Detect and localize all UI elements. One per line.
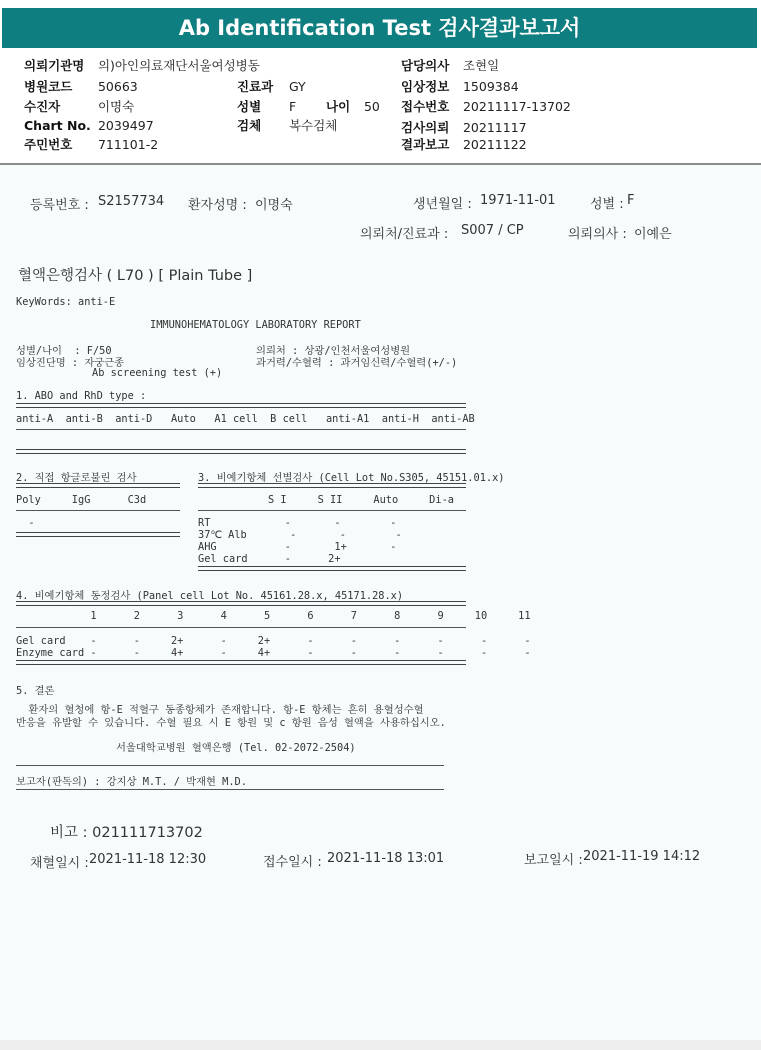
remark: 비고 : 021111713702 — [50, 825, 203, 841]
lab-report-title: IMMUNOHEMATOLOGY LABORATORY REPORT — [150, 319, 361, 331]
screen-row: AHG - 1+ - — [198, 541, 397, 553]
institution-row — [24, 56, 260, 74]
screen-row: Gel card - 2+ — [198, 553, 341, 565]
abo-top-rule — [16, 403, 466, 408]
sex-row — [237, 97, 296, 115]
abo-section-title: 1. ABO and RhD type : — [16, 390, 147, 402]
panel-top-rule — [16, 601, 466, 606]
institution-label: 의뢰기관명 — [24, 58, 85, 73]
received-value: 2021-11-18 13:01 — [327, 851, 445, 866]
name-label: 환자성명 : — [188, 198, 247, 213]
hospital-code-row — [24, 77, 138, 95]
sex-line-value: F — [627, 193, 635, 208]
conclusion-line: 환자의 혈청에 항-E 적혈구 동종항체가 존재합니다. 항-E 항체는 흔히 용혈성수혈 — [16, 704, 424, 716]
report-date-label: 결과보고 — [401, 137, 450, 152]
screen-bottom-rule — [198, 566, 466, 571]
reporter-top-rule — [16, 765, 444, 766]
dob-label: 생년월일 : — [413, 197, 472, 212]
req-doctor-value: 이예은 — [634, 227, 672, 242]
reg-value: S2157734 — [98, 194, 165, 209]
req-dept-value: S007 / CP — [461, 223, 524, 238]
screen-row: RT - - - — [198, 517, 397, 529]
dat-top-rule — [16, 483, 180, 488]
screen-row: 37℃ Alb - - - — [198, 529, 402, 541]
dat-bottom-rule — [16, 532, 180, 537]
age-row — [326, 97, 380, 115]
patient-value: 이명숙 — [97, 99, 135, 114]
name-value: 이명숙 — [255, 198, 293, 213]
received-label: 접수일시 : — [263, 855, 322, 870]
dept-value: GY — [288, 79, 306, 94]
request-label: 검사의뢰 — [401, 120, 450, 135]
dat-mid-rule — [16, 510, 180, 511]
panel-mid-rule — [16, 627, 466, 628]
screen-top-rule — [198, 483, 466, 488]
dat-header: Poly IgG C3d — [16, 494, 147, 506]
chart-label: Chart No. — [24, 118, 91, 133]
test-name: 혈액은행검사 ( L70 ) [ Plain Tube ] — [18, 268, 253, 284]
conclusion-line: 반응을 유발할 수 있습니다. 수혈 필요 시 E 항원 및 c 항원 음성 혈액을 사용하십시오. — [16, 717, 446, 729]
abo-bottom-rule — [16, 449, 466, 454]
receipt-row — [401, 97, 571, 115]
reporter-line: 보고자(판독의) : 강지상 M.T. / 박재현 M.D. — [16, 776, 247, 788]
chart-row — [24, 118, 154, 133]
receipt-value: 20211117-13702 — [462, 99, 571, 114]
panel-row: Enzyme card - - 4+ - 4+ - - - - - - — [16, 647, 531, 659]
abo-mid-rule — [16, 429, 466, 430]
report-title-banner: Ab Identification Test 검사결과보고서 — [2, 8, 757, 48]
sex-line-label: 성별 : — [590, 197, 624, 212]
institution-value: 의)아인의료재단서울여성병동 — [97, 58, 260, 73]
age-value: 50 — [363, 99, 380, 114]
req-doctor-label: 의뢰의사 : — [568, 227, 627, 242]
receipt-label: 접수번호 — [401, 99, 450, 114]
screen-mid-rule — [198, 510, 466, 511]
req-dept-label: 의뢰처/진료과 : — [360, 227, 449, 242]
conclusion-title: 5. 결론 — [16, 685, 55, 697]
doctor-value: 조현일 — [462, 58, 500, 73]
reporter-bottom-rule — [16, 789, 444, 790]
requester-line: 의뢰처 : 상광/인천서울여성병원 — [256, 345, 411, 357]
report-date-row — [401, 135, 527, 153]
collected-label: 채혈일시 : — [30, 856, 89, 871]
doctor-label: 담당의사 — [401, 58, 450, 73]
sex-value: F — [288, 99, 297, 114]
bottom-strip — [0, 1040, 761, 1050]
clinical-label: 임상정보 — [401, 79, 450, 94]
panel-section-title: 4. 비예기항체 동정검사 (Panel cell Lot No. 45161.28.x, 45171.28.x) — [16, 590, 404, 602]
doctor-row — [401, 56, 499, 74]
dat-value: - — [16, 517, 35, 529]
reg-label: 등록번호 : — [30, 198, 89, 213]
patient-row — [24, 97, 134, 115]
specimen-label: 검체 — [237, 118, 262, 133]
request-value: 20211117 — [462, 120, 527, 135]
patient-label: 수진자 — [24, 99, 61, 114]
report-date-value: 20211122 — [462, 137, 527, 152]
specimen-row — [237, 116, 337, 134]
specimen-value: 복수검체 — [288, 118, 338, 133]
history-line: 과거력/수혈력 : 과거임신력/수혈력(+/-) — [256, 357, 458, 369]
clinical-row — [401, 77, 519, 95]
dept-label: 진료과 — [237, 79, 274, 94]
collected-value: 2021-11-18 12:30 — [89, 852, 207, 867]
hospital-code-value: 50663 — [97, 79, 138, 94]
panel-header: 1 2 3 4 5 6 7 8 9 10 11 — [16, 610, 531, 622]
reported-value: 2021-11-19 14:12 — [583, 849, 701, 864]
screen-header: S I S II Auto Di-a — [268, 494, 454, 506]
sex-age-line: 성별/나이 : F/50 — [16, 345, 112, 357]
abo-header: anti-A anti-B anti-D Auto A1 cell B cell anti-A1 anti-H anti-AB — [16, 413, 475, 425]
reported-label: 보고일시 : — [524, 853, 583, 868]
id-row — [24, 135, 158, 153]
dat-section-title: 2. 직접 항글로불린 검사 — [16, 472, 137, 484]
keywords: KeyWords: anti-E — [16, 296, 116, 308]
age-label: 나이 — [326, 99, 351, 114]
chart-value: 2039497 — [97, 118, 154, 133]
id-value: 711101-2 — [97, 137, 159, 152]
dob-value: 1971-11-01 — [480, 193, 556, 208]
sex-label: 성별 — [237, 99, 262, 114]
clinical-value: 1509384 — [462, 79, 519, 94]
diagnosis-line: 임상진단명 : 자궁근종 — [16, 357, 125, 369]
panel-bottom-rule — [16, 660, 466, 665]
hospital-code-label: 병원코드 — [24, 79, 73, 94]
request-row — [401, 118, 527, 136]
blood-bank-line: 서울대학교병원 혈액은행 (Tel. 02-2072-2504) — [116, 742, 356, 754]
id-label: 주민번호 — [24, 137, 73, 152]
screen-line: Ab screening test (+) — [92, 367, 223, 379]
screen-section-title: 3. 비예기항체 선별검사 (Cell Lot No.S305, 45151.01.x) — [198, 472, 505, 484]
dept-row — [237, 77, 306, 95]
panel-row: Gel card - - 2+ - 2+ - - - - - - — [16, 635, 531, 647]
